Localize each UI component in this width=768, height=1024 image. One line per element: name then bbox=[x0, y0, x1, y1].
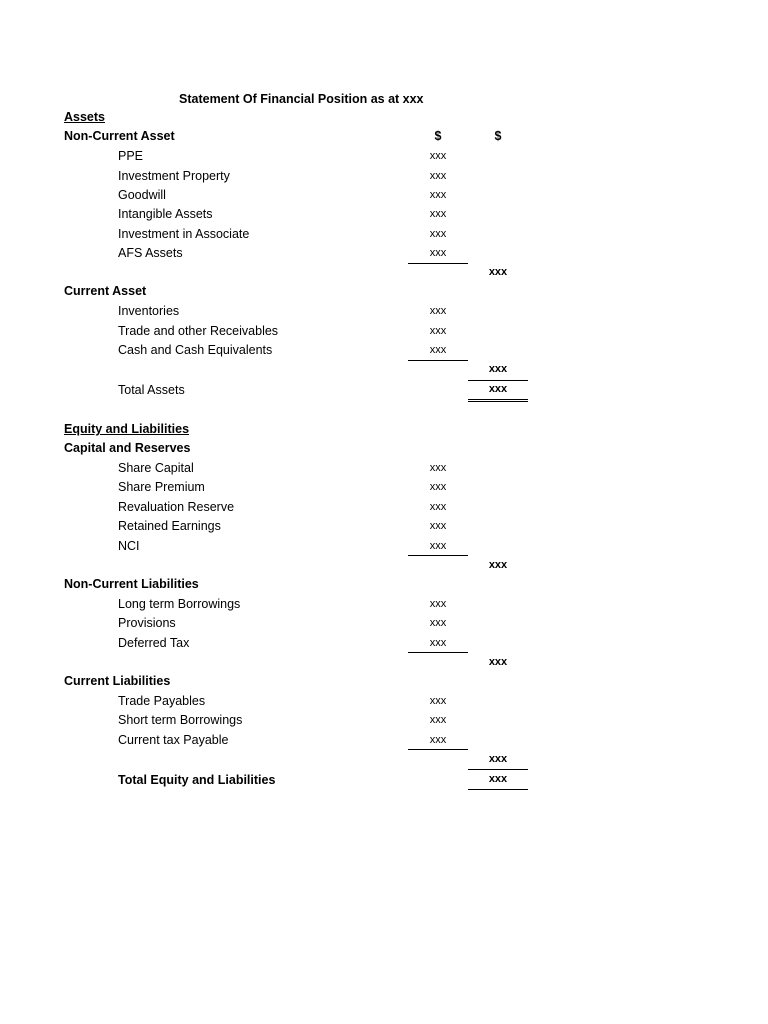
line-item-amount: xxx bbox=[429, 462, 447, 474]
line-item-amount: xxx bbox=[429, 170, 447, 182]
line-item-label: Goodwill bbox=[118, 188, 166, 202]
line-item-label: Investment Property bbox=[118, 169, 230, 183]
line-item-label: Cash and Cash Equivalents bbox=[118, 343, 273, 357]
line-item-amount: xxx bbox=[429, 617, 447, 629]
line-item-amount: xxx bbox=[429, 734, 447, 746]
line-item-amount: xxx bbox=[429, 344, 447, 356]
line-item-label: Provisions bbox=[118, 616, 176, 630]
subtotal-non-current-liabilities: xxx bbox=[488, 656, 508, 668]
subtotal-rule bbox=[408, 360, 468, 361]
line-item-amount: xxx bbox=[429, 520, 447, 532]
line-item-amount: xxx bbox=[429, 695, 447, 707]
group-heading-current-asset: Current Asset bbox=[64, 284, 147, 298]
section-heading-equity-liabilities: Equity and Liabilities bbox=[64, 422, 190, 436]
total-equity-liabilities-label: Total Equity and Liabilities bbox=[118, 773, 276, 787]
group-heading-capital-reserves: Capital and Reserves bbox=[64, 441, 191, 455]
document-title: Statement Of Financial Position as at xxx bbox=[179, 92, 424, 106]
subtotal-non-current-asset: xxx bbox=[488, 266, 508, 278]
group-heading-current-liabilities: Current Liabilities bbox=[64, 674, 171, 688]
line-item-label: Current tax Payable bbox=[118, 733, 229, 747]
subtotal-capital-reserves: xxx bbox=[488, 559, 508, 571]
line-item-amount: xxx bbox=[429, 189, 447, 201]
section-heading-assets: Assets bbox=[64, 110, 105, 124]
subtotal-rule bbox=[408, 263, 468, 264]
line-item-label: PPE bbox=[118, 149, 144, 163]
subtotal-current-asset: xxx bbox=[488, 363, 508, 375]
line-item-amount: xxx bbox=[429, 247, 447, 259]
total-assets-label: Total Assets bbox=[118, 383, 185, 397]
line-item-label: Share Premium bbox=[118, 480, 205, 494]
line-item-amount: xxx bbox=[429, 540, 447, 552]
line-item-amount: xxx bbox=[429, 501, 447, 513]
double-underline-rule bbox=[468, 399, 528, 402]
line-item-label: Short term Borrowings bbox=[118, 713, 243, 727]
line-item-amount: xxx bbox=[429, 228, 447, 240]
line-item-amount: xxx bbox=[429, 150, 447, 162]
line-item-label: AFS Assets bbox=[118, 246, 183, 260]
subtotal-rule bbox=[468, 769, 528, 770]
line-item-amount: xxx bbox=[429, 481, 447, 493]
line-item-label: NCI bbox=[118, 539, 140, 553]
subtotal-rule bbox=[408, 652, 468, 653]
group-heading-non-current-liabilities: Non-Current Liabilities bbox=[64, 577, 199, 591]
line-item-amount: xxx bbox=[429, 637, 447, 649]
subtotal-rule bbox=[408, 749, 468, 750]
line-item-label: Long term Borrowings bbox=[118, 597, 241, 611]
line-item-amount: xxx bbox=[429, 208, 447, 220]
subtotal-current-liabilities: xxx bbox=[488, 753, 508, 765]
line-item-amount: xxx bbox=[429, 714, 447, 726]
subtotal-rule bbox=[408, 555, 468, 556]
line-item-label: Trade and other Receivables bbox=[118, 324, 279, 338]
total-assets-amount: xxx bbox=[488, 383, 508, 395]
total-underline-rule bbox=[468, 789, 528, 790]
line-item-label: Investment in Associate bbox=[118, 227, 250, 241]
line-item-amount: xxx bbox=[429, 325, 447, 337]
line-item-label: Share Capital bbox=[118, 461, 194, 475]
line-item-amount: xxx bbox=[429, 305, 447, 317]
group-heading-non-current-asset: Non-Current Asset bbox=[64, 129, 175, 143]
line-item-label: Inventories bbox=[118, 304, 180, 318]
column-header-2: $ bbox=[494, 129, 502, 143]
line-item-amount: xxx bbox=[429, 598, 447, 610]
line-item-label: Retained Earnings bbox=[118, 519, 221, 533]
column-header-1: $ bbox=[434, 129, 442, 143]
total-equity-liabilities-amount: xxx bbox=[488, 773, 508, 785]
line-item-label: Intangible Assets bbox=[118, 207, 213, 221]
line-item-label: Deferred Tax bbox=[118, 636, 190, 650]
line-item-label: Trade Payables bbox=[118, 694, 206, 708]
line-item-label: Revaluation Reserve bbox=[118, 500, 235, 514]
